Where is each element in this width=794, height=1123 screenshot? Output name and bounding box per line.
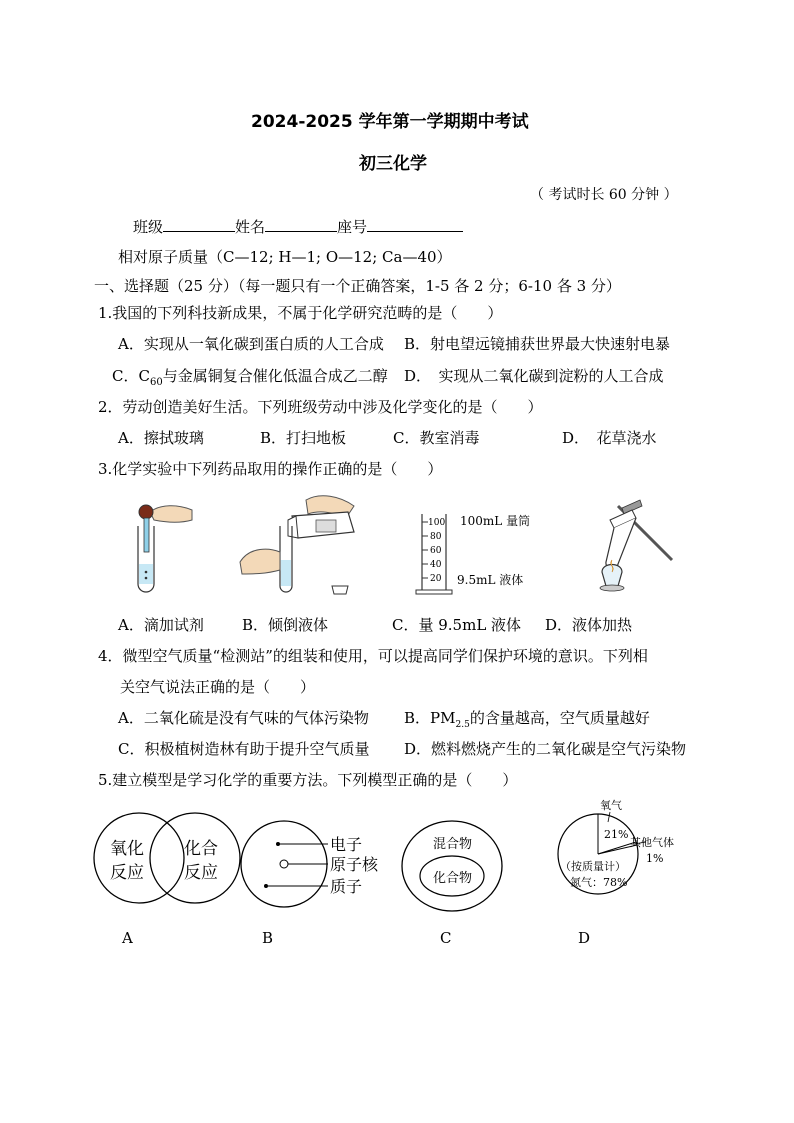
pie-label-other: 其他气体 bbox=[630, 836, 674, 849]
question-4-option-b: B．$PM_{2.5}$的含量越高，空气质量越好 bbox=[404, 709, 650, 730]
liquid-label: 9.5mL 液体 bbox=[457, 573, 524, 587]
question-5-stem: 5.建立模型是学习化学的重要方法。下列模型正确的是（ ） bbox=[98, 771, 518, 789]
pie-value-other: 1% bbox=[646, 852, 664, 865]
atomic-mass-line: 相对原子质量（C—12; H—1; O—12; Ca—40） bbox=[118, 248, 452, 266]
question-3-stem: 3.化学实验中下列药品取用的操作正确的是（ ） bbox=[98, 460, 443, 478]
cylinder-tick-100: 100 bbox=[428, 518, 446, 528]
model-letter-c: C bbox=[440, 929, 452, 947]
exam-subject: 初三化学 bbox=[359, 154, 427, 174]
question-3-option-d: D．液体加热 bbox=[545, 616, 633, 634]
question-2-option-c: C．教室消毒 bbox=[393, 429, 480, 447]
seat-field[interactable] bbox=[367, 217, 463, 232]
venn-right-line1: 化合 bbox=[184, 839, 218, 859]
atom-label-electron: 电子 bbox=[330, 835, 363, 854]
venn-left-line1: 氧化 bbox=[110, 839, 144, 859]
model-letter-d: D bbox=[578, 929, 591, 947]
question-4-stem-line2: 关空气说法正确的是（ ） bbox=[120, 678, 316, 696]
exam-duration: （ 考试时长 60 分钟 ） bbox=[530, 187, 678, 203]
class-label: 班级 bbox=[133, 218, 164, 236]
question-4-stem-line1: 4．微型空气质量“检测站”的组装和使用，可以提高同学们保护环境的意识。下列相 bbox=[98, 647, 648, 665]
question-2-option-a: A．擦拭玻璃 bbox=[118, 429, 204, 447]
student-info-line bbox=[133, 217, 463, 237]
atom-label-nucleus: 原子核 bbox=[330, 855, 379, 874]
nested-outer-label: 混合物 bbox=[433, 837, 473, 852]
question-2-option-b: B．打扫地板 bbox=[260, 429, 347, 447]
model-a-venn bbox=[92, 808, 242, 908]
figure-dropping-reagent bbox=[120, 498, 200, 593]
venn-right-line2: 反应 bbox=[184, 863, 218, 883]
question-3-option-c: C．量 9.5mL 液体 bbox=[392, 616, 522, 634]
class-field[interactable] bbox=[163, 217, 235, 232]
question-3-option-b: B．倾倒液体 bbox=[242, 616, 329, 634]
name-field[interactable] bbox=[265, 217, 337, 232]
seat-label: 座号 bbox=[337, 218, 368, 236]
question-2-option-d: D． 花草浇水 bbox=[562, 429, 657, 447]
cylinder-tick-40: 40 bbox=[430, 560, 442, 570]
model-d-pie bbox=[550, 798, 690, 898]
model-c-nested bbox=[400, 820, 510, 915]
exam-title: 2024-2025 学年第一学期期中考试 bbox=[251, 112, 529, 132]
question-2-stem: 2．劳动创造美好生活。下列班级劳动中涉及化学变化的是（ ） bbox=[98, 398, 543, 416]
figure-heating-liquid bbox=[588, 500, 678, 600]
nested-inner-label: 化合物 bbox=[433, 871, 473, 886]
cylinder-tick-80: 80 bbox=[430, 532, 442, 542]
figure-pouring-liquid bbox=[236, 490, 366, 600]
model-letter-a: A bbox=[122, 929, 133, 947]
question-1-stem: 1.我国的下列科技新成果，不属于化学研究范畴的是（ ） bbox=[98, 304, 503, 322]
model-b-atom bbox=[240, 820, 380, 910]
pie-value-oxygen: 21% bbox=[604, 828, 629, 841]
question-1-option-a: A．实现从一氧化碳到蛋白质的人工合成 bbox=[118, 335, 384, 353]
cylinder-tick-20: 20 bbox=[430, 574, 442, 584]
atom-label-proton: 质子 bbox=[330, 877, 363, 896]
pie-label-nitrogen: 氮气：78% bbox=[570, 876, 628, 889]
pie-basis: （按质量计） bbox=[560, 860, 626, 873]
section-heading: 一、选择题（25 分）（每一题只有一个正确答案，1-5 各 2 分；6-10 各 3 分） bbox=[94, 277, 621, 295]
cylinder-tick-60: 60 bbox=[430, 546, 442, 556]
cylinder-label: 100mL 量筒 bbox=[460, 514, 531, 528]
question-4-option-c: C．积极植树造林有助于提升空气质量 bbox=[118, 740, 370, 758]
question-4-option-d: D．燃料燃烧产生的二氧化碳是空气污染物 bbox=[404, 740, 687, 758]
venn-left-line2: 反应 bbox=[110, 863, 144, 883]
pie-label-oxygen: 氧气 bbox=[600, 799, 622, 812]
question-4-option-a: A．二氧化硫是没有气味的气体污染物 bbox=[118, 709, 369, 727]
question-1-option-d: D． 实现从二氧化碳到淀粉的人工合成 bbox=[404, 367, 664, 385]
name-label: 姓名 bbox=[235, 218, 266, 236]
question-1-option-b: B．射电望远镜捕获世界最大快速射电暴 bbox=[404, 335, 671, 353]
question-1-option-c: C．$C_{60}$与金属铜复合催化低温合成乙二醇 bbox=[112, 367, 388, 388]
model-letter-b: B bbox=[262, 929, 274, 947]
question-3-option-a: A．滴加试剂 bbox=[118, 616, 204, 634]
